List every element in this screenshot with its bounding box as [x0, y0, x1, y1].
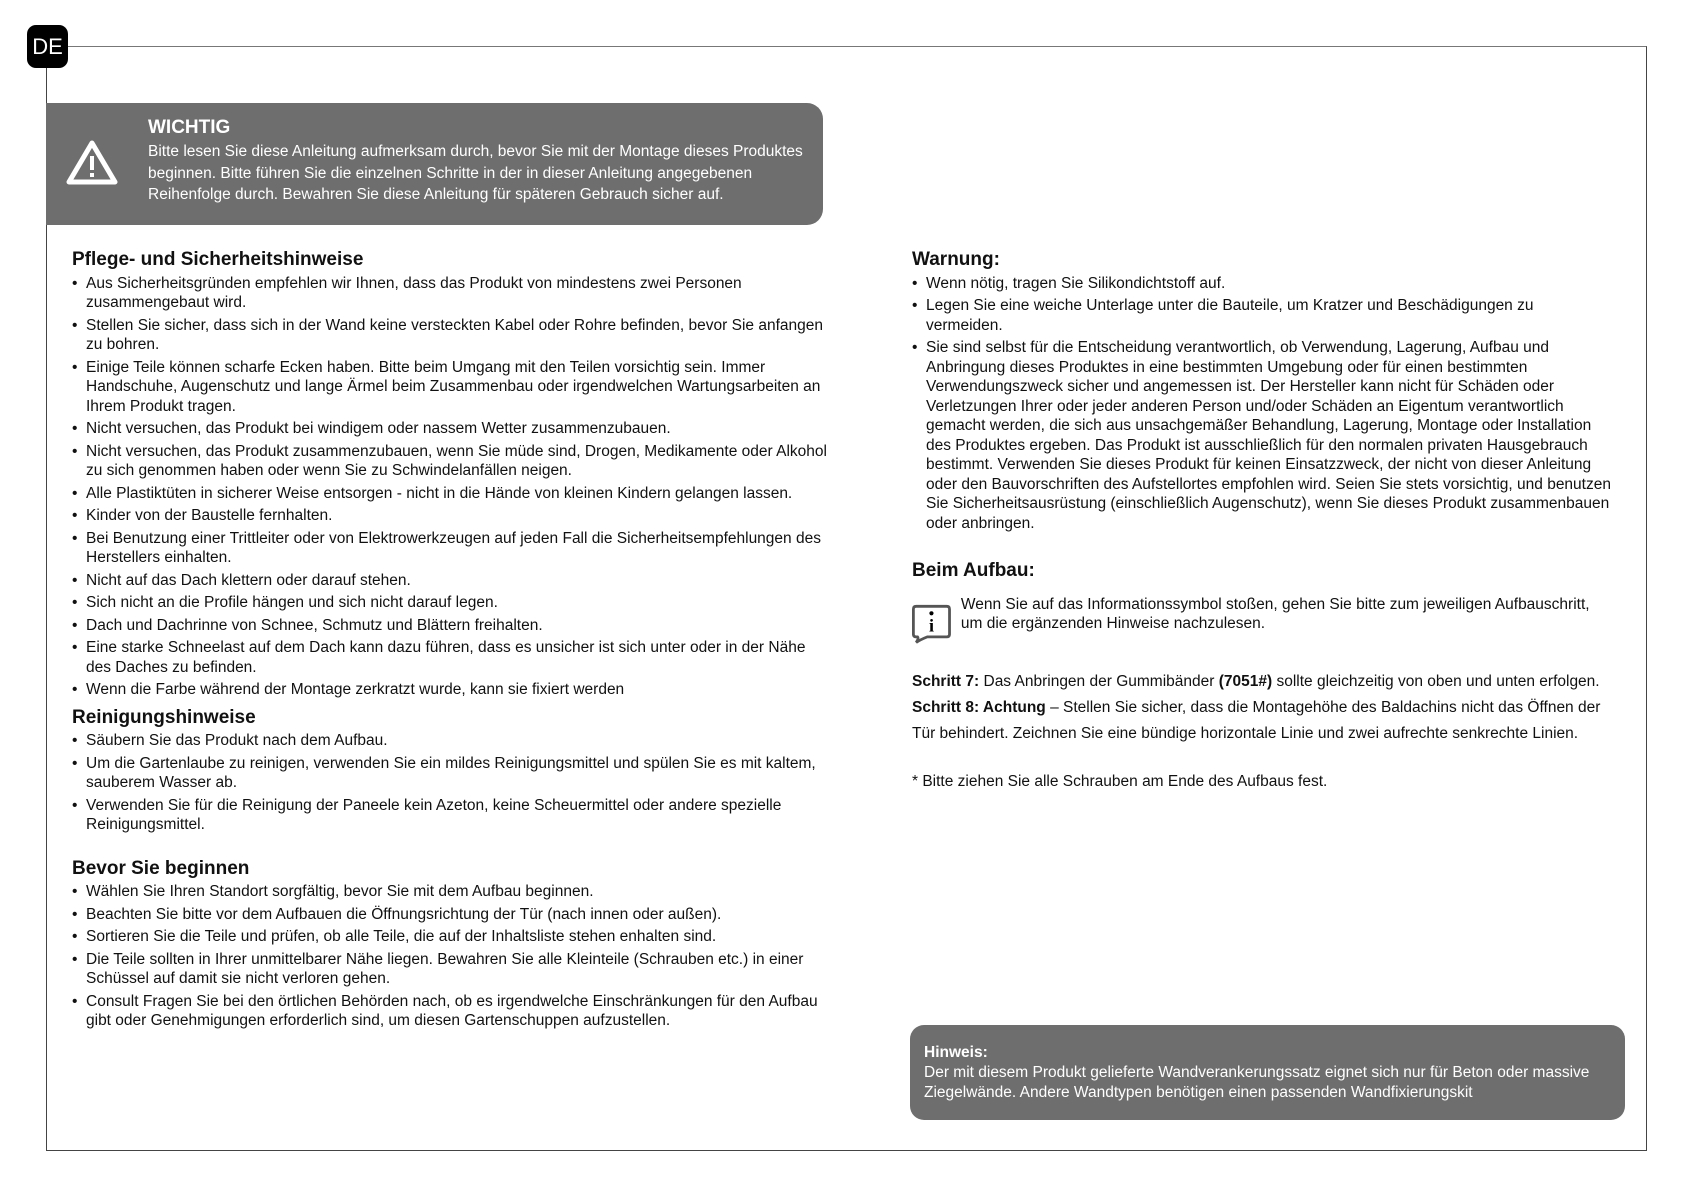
step-8	[912, 695, 1612, 747]
list-item: • Kinder von der Baustelle fernhalten.	[72, 506, 832, 526]
part-code: (7051#)	[1218, 672, 1273, 690]
info-note	[912, 595, 1612, 651]
important-box	[46, 103, 823, 225]
list-item: • Nicht versuchen, das Produkt bei windigem oder nassem Wetter zusammenzubauen.	[72, 419, 832, 439]
warning-triangle-icon	[66, 139, 118, 185]
list-item: • Stellen Sie sicher, dass sich in der Wand keine versteckten Kabel oder Rohre befinden, bevor Sie anfangen zu bohren.	[72, 316, 832, 355]
step-7-label: Schritt 7:	[912, 672, 980, 690]
note-text: Der mit diesem Produkt gelieferte Wandverankerungssatz eignet sich nur für Beton oder massive Ziegelwände. Andere Wandtypen benötigen einen passenden Wandfixierungskit	[924, 1064, 1590, 1101]
cleaning-heading: Reinigungshinweise	[72, 706, 256, 728]
info-icon	[912, 595, 951, 651]
svg-text:i: i	[928, 614, 934, 635]
list-item: • Dach und Dachrinne von Schnee, Schmutz und Blättern freihalten.	[72, 616, 832, 636]
list-item: • Nicht auf das Dach klettern oder darauf stehen.	[72, 571, 832, 591]
list-item: • Beachten Sie bitte vor dem Aufbauen die Öffnungsrichtung der Tür (nach innen oder außen).	[72, 905, 832, 925]
list-item: • Wenn die Farbe während der Montage zerkratzt wurde, kann sie fixiert werden	[72, 680, 832, 700]
step-7	[912, 669, 1612, 695]
before-list	[72, 882, 832, 1031]
step-7-text-a: Das Anbringen der Gummibänder	[979, 672, 1219, 690]
warning-list	[912, 274, 1612, 534]
list-item: • Verwenden Sie für die Reinigung der Paneele kein Azeton, keine Scheuermittel oder andere spezielle Reinigungsmittel.	[72, 796, 832, 835]
list-item: • Wählen Sie Ihren Standort sorgfältig, bevor Sie mit dem Aufbau beginnen.	[72, 882, 832, 902]
cleaning-list	[72, 731, 832, 835]
warning-heading: Warnung:	[912, 249, 1000, 270]
step-8-text: – Stellen Sie sicher, dass die Montagehöhe des Baldachins nicht das Öffnen der Tür behindert. Zeichnen Sie eine bündige horizontale Linie und zwei aufrechte senkrechte Linien.	[912, 698, 1601, 742]
important-title: WICHTIG	[148, 117, 231, 138]
note-box	[910, 1025, 1625, 1120]
left-column	[72, 250, 832, 1034]
step-notes	[912, 669, 1612, 795]
list-item: • Sortieren Sie die Teile und prüfen, ob alle Teile, die auf der Inhaltsliste stehen enhalten sind.	[72, 927, 832, 947]
list-item: • Wenn nötig, tragen Sie Silikondichtstoff auf.	[912, 274, 1612, 294]
important-text: Bitte lesen Sie diese Anleitung aufmerksam durch, bevor Sie mit der Montage dieses Produktes beginnen. Bitte führen Sie die einzelnen Schritte in der in dieser Anleitung angegebenen Reihenfolge durch. Bewahren Sie diese Anleitung für späteren Gebrauch sicher auf.	[148, 143, 803, 203]
care-list	[72, 274, 832, 700]
list-item: • Sich nicht an die Profile hängen und sich nicht darauf legen.	[72, 593, 832, 613]
list-item: • Nicht versuchen, das Produkt zusammenzubauen, wenn Sie müde sind, Drogen, Medikamente oder Alkohol zu sich genommen haben oder wenn Sie zu Schwindelanfällen neigen.	[72, 442, 832, 481]
list-item: • Aus Sicherheitsgründen empfehlen wir Ihnen, dass das Produkt von mindestens zwei Personen zusammengebaut wird.	[72, 274, 832, 313]
screws-note: * Bitte ziehen Sie alle Schrauben am Ende des Aufbaus fest.	[912, 772, 1328, 790]
list-item: • Die Teile sollten in Ihrer unmittelbarer Nähe liegen. Bewahren Sie alle Kleinteile (Schrauben etc.) in einer Schüssel auf damit sie nicht verloren gehen.	[72, 950, 832, 989]
list-item: • Bei Benutzung einer Trittleiter oder von Elektrowerkzeugen auf jeden Fall die Sicherheitsempfehlungen des Herstellers einhalten.	[72, 529, 832, 568]
before-heading: Bevor Sie beginnen	[72, 857, 250, 879]
list-item: • Legen Sie eine weiche Unterlage unter die Bauteile, um Kratzer und Beschädigungen zu vermeiden.	[912, 296, 1612, 335]
info-text: Wenn Sie auf das Informationssymbol stoßen, gehen Sie bitte zum jeweiligen Aufbauschritt, um die ergänzenden Hinweise nachzulesen.	[960, 595, 1590, 632]
step-8-label: Schritt 8: Achtung	[912, 698, 1046, 716]
right-column	[912, 250, 1612, 795]
list-item: • Einige Teile können scharfe Ecken haben. Bitte beim Umgang mit den Teilen vorsichtig sein. Immer Handschuhe, Augenschutz und lange Ärmel beim Zusammenbau oder irgendwelchen Wartungsarbeiten an Ihrem Produkt tragen.	[72, 358, 832, 417]
note-title: Hinweis:	[924, 1044, 988, 1061]
list-item: • Um die Gartenlaube zu reinigen, verwenden Sie ein mildes Reinigungsmittel und spülen Sie es mit kaltem, sauberem Wasser ab.	[72, 754, 832, 793]
list-item: • Eine starke Schneelast auf dem Dach kann dazu führen, dass es unsicher ist sich unter oder in der Nähe des Daches zu befinden.	[72, 638, 832, 677]
list-item: • Consult Fragen Sie bei den örtlichen Behörden nach, ob es irgendwelche Einschränkungen für den Aufbau gibt oder Genehmigungen erforderlich sind, um diesen Gartenschuppen aufzustellen.	[72, 992, 832, 1031]
list-item: • Sie sind selbst für die Entscheidung verantwortlich, ob Verwendung, Lagerung, Aufbau und Anbringung dieses Produktes in eine bestimmten Umgebung oder für einen bestimmten Verwendungszweck sicher und angemessen ist. Der Hersteller kann nicht für Schäden oder Verletzungen Ihrer oder jeder anderen Person und/oder Schäden an Eigentum verantwortlich gemacht werden, die sich aus unsachgemäßer Behandlung, Lagerung, Montage oder Installation des Produktes ergeben. Das Produkt ist ausschließlich für den normalen privaten Hausgebrauch bestimmt. Verwenden Sie dieses Produkt für keinen Einsatzzweck, der nicht von dieser Anleitung oder den Bauvorschriften des Aufstellortes empfohlen wird. Seien Sie stets vorsichtig, und benutzen Sie Sicherheitsausrüstung (einschließlich Augenschutz), wenn Sie dieses Produkt zusammenbauen oder anbringen.	[912, 338, 1612, 533]
list-item: • Säubern Sie das Produkt nach dem Aufbau.	[72, 731, 832, 751]
language-badge: DE	[27, 25, 68, 68]
list-item: • Alle Plastiktüten in sicherer Weise entsorgen - nicht in die Hände von kleinen Kindern gelangen lassen.	[72, 484, 832, 504]
step-7-text-b: sollte gleichzeitig von oben und unten erfolgen.	[1272, 672, 1600, 690]
care-heading: Pflege- und Sicherheitshinweise	[72, 249, 364, 270]
assembly-heading: Beim Aufbau:	[912, 560, 1035, 581]
